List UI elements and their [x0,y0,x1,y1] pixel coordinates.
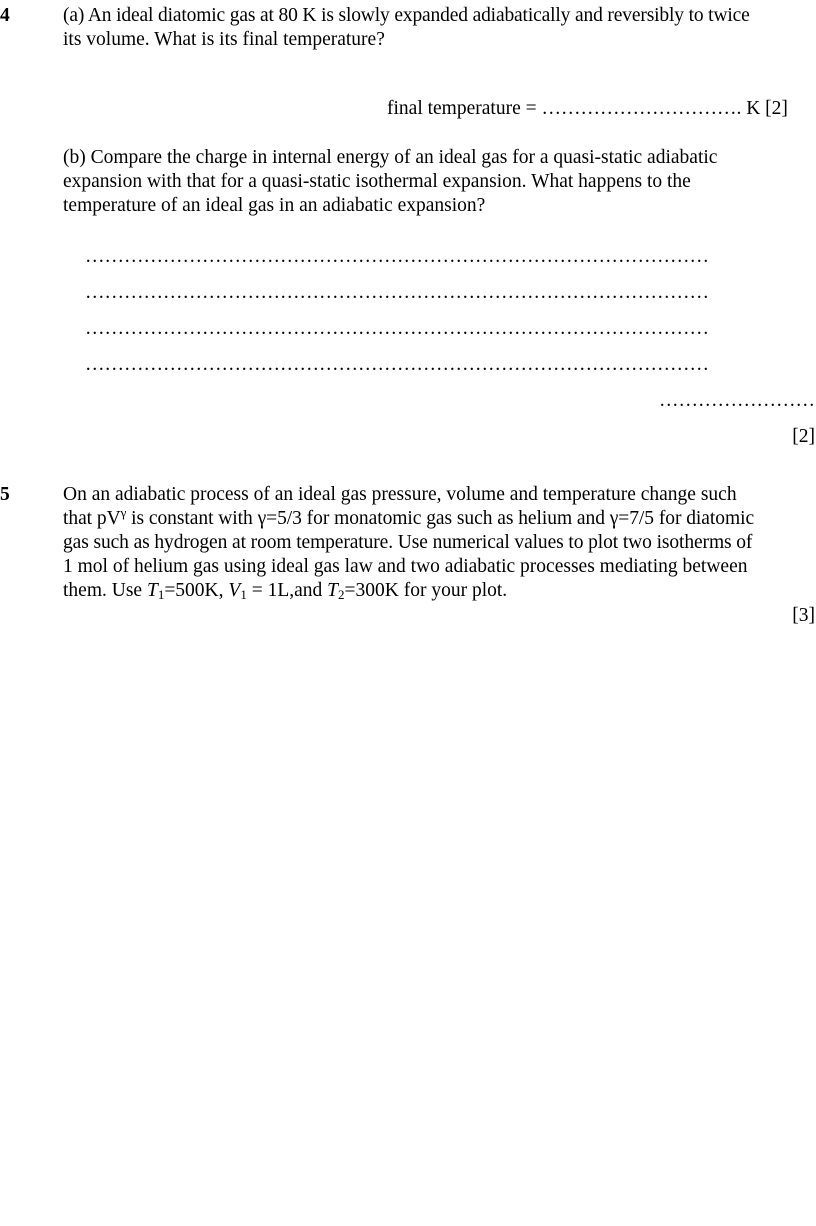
question-4a-line-1: (a) An ideal diatomic gas at 80 K is slowly expanded adiabatically and reversibly to twice [63,5,750,26]
question-4b-line-1: (b) Compare the charge in internal energy of an ideal gas for a quasi-static adiabatic [63,147,718,168]
question-4b-line-2: expansion with that for a quasi-static isothermal expansion. What happens to the [63,171,691,192]
question-5-line-1: On an adiabatic process of an ideal gas pressure, volume and temperature change such [63,484,737,505]
answer-line-4[interactable]: …………………………………………………………………………………… [85,354,709,375]
answer-line-2[interactable]: …………………………………………………………………………………… [85,282,709,303]
question-4b-line-3: temperature of an ideal gas in an adiabatic expansion? [63,195,486,216]
answer-line-3[interactable]: …………………………………………………………………………………… [85,318,709,339]
question-4a-text [63,4,815,52]
answer-line-1[interactable]: …………………………………………………………………………………… [85,246,709,267]
question-5-line-2: that $pV^\gamma$ is constant with γ=5/3 for monatomic gas such as helium and γ=7/5 for diatomic [63,505,755,529]
final-temperature-answer-blank[interactable]: …………………………. [541,98,747,119]
question-number-5: 5 [0,484,10,505]
answer-line-5[interactable]: …………………… [659,390,815,411]
question-5-text [63,483,815,603]
question-5-line-3: gas such as hydrogen at room temperature. Use numerical values to plot two isotherms of [63,532,753,553]
question-5-line-5: them. Use $T_1=500K$, $V_1 = 1L,and$ $T_2=300K$ for your plot. [63,580,508,602]
final-temperature-label: final temperature = [387,98,542,119]
question-4b-text [63,146,815,218]
gamma-superscript: γ [120,505,127,520]
question-4a-line-2: its volume. What is its final temperature? [63,29,385,50]
question-5-marks: [3] [792,605,815,626]
final-temperature-answer-line [387,97,788,121]
question-4b-marks: [2] [792,426,815,447]
question-number-4: 4 [0,5,10,26]
final-temperature-unit-marks: K [2] [746,98,788,119]
question-5-line-4: 1 mol of helium gas using ideal gas law and two adiabatic processes mediating between [63,556,748,577]
